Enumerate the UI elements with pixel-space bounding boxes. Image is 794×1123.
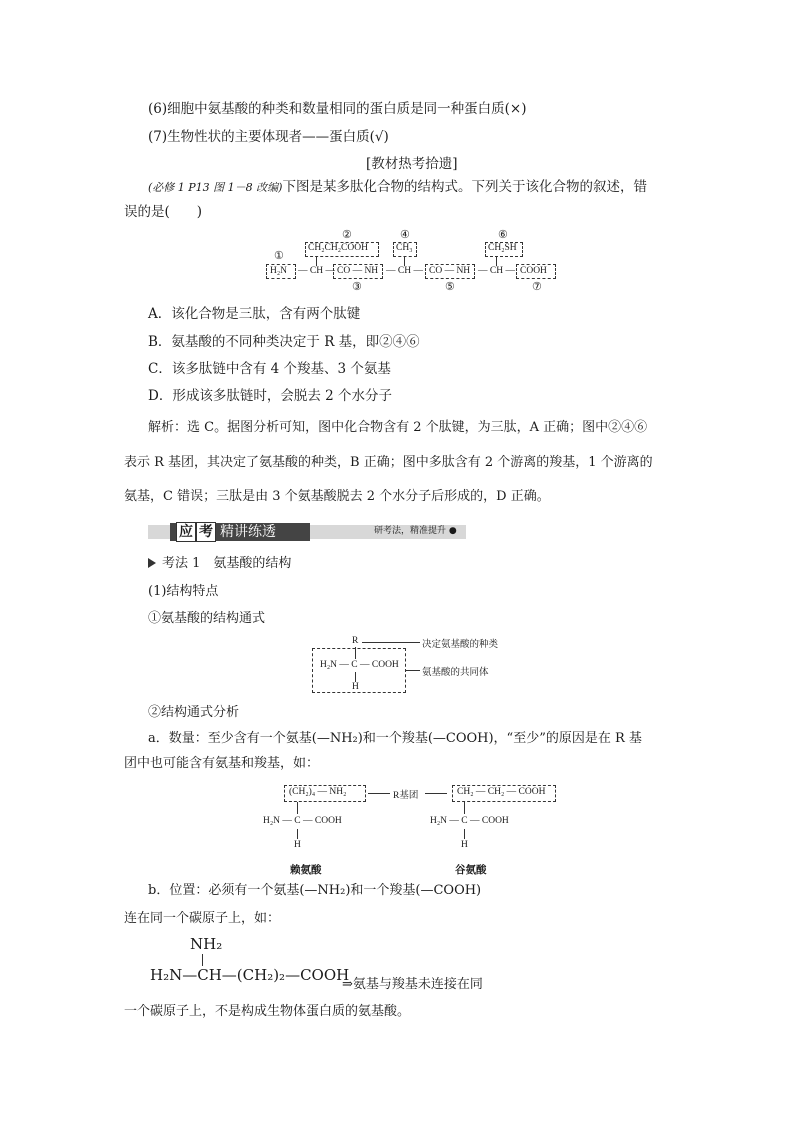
glutamate-main: H₂N — C — COOH (430, 816, 509, 826)
common-part-box (312, 648, 406, 693)
question-source: (必修 1 P13 图 1－8 改编) (148, 181, 283, 194)
quantity-line-1: a．数量：至少含有一个氨基(—NH₂)和一个羧基(—COOH)，“至少”的原因是在 R 基 (148, 731, 642, 746)
r-group-4: CH₃ (396, 243, 413, 253)
glutamate-h: H (461, 840, 468, 850)
question-line-1 (148, 178, 647, 197)
conclusion-line-2: 一个碳原子上，不是构成生物体蛋白质的氨基酸。 (124, 1004, 411, 1019)
peptide-bond-3: CO — NH (337, 266, 379, 276)
banner-title: 精讲练透 (220, 524, 276, 540)
position-line-1: b．位置：必须有一个氨基(—NH₂)和一个羧基(—COOH) (148, 883, 482, 898)
subsection-1: (1)结构特点 (148, 584, 219, 599)
non-amino-main: H₂N—CH—(CH₂)₂—COOH (150, 966, 350, 984)
glutamate-name: 谷氨酸 (455, 865, 487, 876)
banner-char-1: 应 (176, 522, 196, 542)
statement-7: (7)生物性状的主要体现者——蛋白质(√) (148, 129, 389, 145)
question-text: 下图是某多肽化合物的结构式。下列关于该化合物的叙述，错 (282, 179, 647, 195)
statement-6: (6)细胞中氨基酸的种类和数量相同的蛋白质是同一种蛋白质(×) (148, 101, 527, 117)
r-group-label: R基团 (393, 791, 419, 801)
general-main-chain: H₂N — C — COOH (320, 660, 399, 670)
option-c: C．该多肽链中含有 4 个羧基、3 个氨基 (148, 361, 391, 377)
amino-group: H₂N (270, 266, 288, 276)
answer-line-1: 解析：选 C。据图分析可知，图中化合物含有 2 个肽键，为三肽，A 正确；图中②④⑥ (148, 420, 648, 435)
label-4: ④ (400, 229, 410, 241)
option-a: A．该化合物是三肽，含有两个肽键 (148, 306, 361, 322)
subsection-1a: ①氨基酸的结构通式 (148, 611, 266, 626)
main-chain-ch-2: — CH — (386, 266, 423, 276)
top-nh2: NH₂ (190, 935, 223, 953)
label-2: ② (342, 229, 352, 241)
general-h: H (352, 682, 359, 692)
peptide-bond-5: CO — NH (429, 266, 471, 276)
play-triangle-icon (148, 558, 156, 568)
subsection-1b: ②结构通式分析 (148, 705, 240, 720)
main-chain-ch-1: — CH — (298, 266, 335, 276)
quantity-line-2: 团中也可能含有氨基和羧基，如： (124, 756, 320, 771)
label-common: 氨基酸的共同体 (422, 668, 489, 678)
label-1: ① (274, 250, 284, 262)
main-chain-ch-3: — CH — (478, 266, 515, 276)
option-d: D．形成该多肽链时，会脱去 2 个水分子 (148, 388, 392, 404)
option-b: B．氨基酸的不同种类决定于 R 基，即②④⑥ (148, 334, 420, 350)
r-symbol: R (352, 636, 359, 646)
section-heading: [教材热考拾遗] (366, 156, 458, 172)
lysine-name: 赖氨酸 (290, 865, 322, 876)
label-7: ⑦ (532, 281, 542, 293)
kaofa-title: 考法 1 氨基酸的结构 (162, 556, 292, 571)
label-6: ⑥ (498, 229, 508, 241)
label-r-role: 决定氨基酸的种类 (422, 640, 499, 650)
question-line-2: 误的是( ) (124, 204, 203, 220)
label-5: ⑤ (445, 281, 455, 293)
carboxyl-group: COOH (520, 266, 547, 276)
banner-subtitle: 研考法，精准提升 ● (374, 526, 457, 536)
answer-line-2: 表示 R 基团，其决定了氨基酸的种类，B 正确；图中多肽含有 2 个游离的羧基，1 个游离的 (124, 455, 653, 470)
lysine-r: (CH₂)₄ — NH₂ (289, 787, 347, 797)
answer-line-3: 氨基，C 错误；三肽是由 3 个氨基酸脱去 2 个水分子后形成的，D 正确。 (124, 489, 550, 504)
glutamate-r: CH₂ — CH₂ — COOH (457, 787, 546, 797)
label-3: ③ (352, 281, 362, 293)
lysine-main: H₂N — C — COOH (263, 816, 342, 826)
conclusion-line-1: ⇒氨基与羧基未连接在同 (342, 977, 483, 992)
r-group-2: CH₂CH₂COOH (308, 243, 368, 253)
lysine-h: H (294, 840, 301, 850)
section-banner (148, 522, 466, 542)
r-group-6: CH₂SH (488, 243, 517, 253)
position-line-2: 连在同一个碳原子上，如： (124, 911, 281, 926)
banner-char-2: 考 (196, 522, 216, 542)
